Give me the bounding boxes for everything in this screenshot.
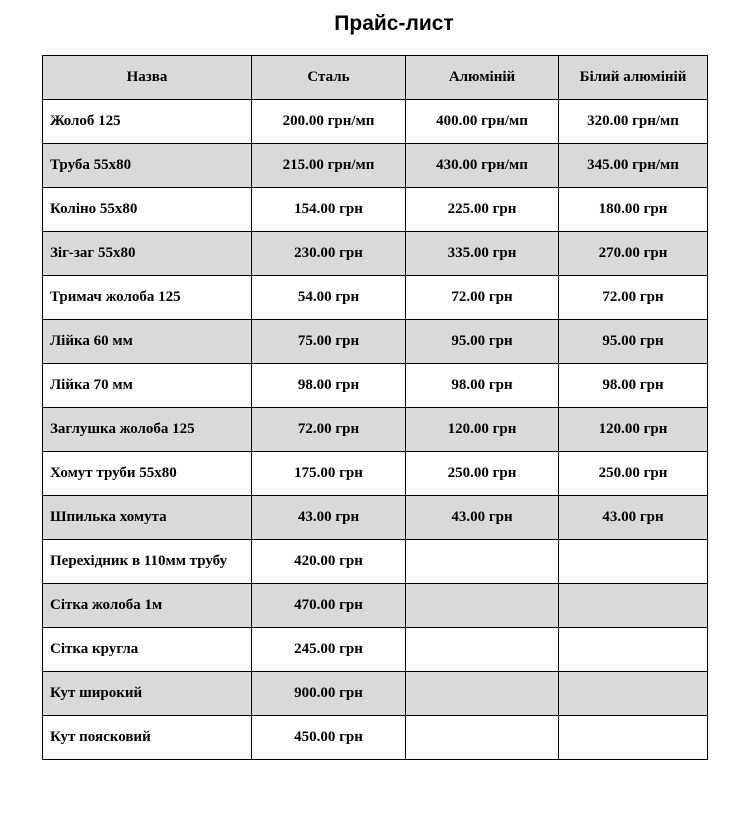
table-row bbox=[43, 672, 708, 716]
cell-white-aluminum bbox=[559, 584, 708, 628]
cell-name: Труба 55х80 bbox=[43, 144, 252, 188]
cell-name: Коліно 55х80 bbox=[43, 188, 252, 232]
table-row bbox=[43, 320, 708, 364]
cell-white-aluminum bbox=[559, 540, 708, 584]
table-row bbox=[43, 364, 708, 408]
cell-steel: 98.00 грн bbox=[252, 364, 406, 408]
cell-name: Зіг-заг 55х80 bbox=[43, 232, 252, 276]
cell-name: Лійка 60 мм bbox=[43, 320, 252, 364]
cell-aluminum bbox=[406, 584, 559, 628]
cell-aluminum bbox=[406, 540, 559, 584]
page-title: Прайс-лист bbox=[334, 12, 454, 35]
cell-aluminum: 430.00 грн/мп bbox=[406, 144, 559, 188]
cell-steel: 900.00 грн bbox=[252, 672, 406, 716]
cell-aluminum: 120.00 грн bbox=[406, 408, 559, 452]
cell-name: Тримач жолоба 125 bbox=[43, 276, 252, 320]
cell-name: Хомут труби 55х80 bbox=[43, 452, 252, 496]
header-aluminum: Алюміній bbox=[406, 56, 559, 100]
cell-white-aluminum: 72.00 грн bbox=[559, 276, 708, 320]
cell-white-aluminum bbox=[559, 716, 708, 760]
price-table bbox=[42, 55, 708, 760]
cell-aluminum bbox=[406, 628, 559, 672]
cell-white-aluminum: 95.00 грн bbox=[559, 320, 708, 364]
cell-steel: 154.00 грн bbox=[252, 188, 406, 232]
cell-aluminum: 72.00 грн bbox=[406, 276, 559, 320]
cell-white-aluminum: 270.00 грн bbox=[559, 232, 708, 276]
table-header-row bbox=[43, 56, 708, 100]
header-white-aluminum: Білий алюміній bbox=[559, 56, 708, 100]
cell-aluminum: 43.00 грн bbox=[406, 496, 559, 540]
cell-steel: 43.00 грн bbox=[252, 496, 406, 540]
cell-white-aluminum: 120.00 грн bbox=[559, 408, 708, 452]
cell-white-aluminum: 320.00 грн/мп bbox=[559, 100, 708, 144]
cell-white-aluminum: 43.00 грн bbox=[559, 496, 708, 540]
cell-steel: 200.00 грн/мп bbox=[252, 100, 406, 144]
cell-name: Шпилька хомута bbox=[43, 496, 252, 540]
cell-aluminum: 335.00 грн bbox=[406, 232, 559, 276]
cell-name: Сітка жолоба 1м bbox=[43, 584, 252, 628]
cell-steel: 175.00 грн bbox=[252, 452, 406, 496]
cell-aluminum bbox=[406, 716, 559, 760]
header-name: Назва bbox=[43, 56, 252, 100]
cell-aluminum: 98.00 грн bbox=[406, 364, 559, 408]
table-row bbox=[43, 496, 708, 540]
cell-name: Сітка кругла bbox=[43, 628, 252, 672]
header-steel: Сталь bbox=[252, 56, 406, 100]
cell-name: Жолоб 125 bbox=[43, 100, 252, 144]
table-row bbox=[43, 584, 708, 628]
table-row bbox=[43, 276, 708, 320]
cell-aluminum: 95.00 грн bbox=[406, 320, 559, 364]
cell-name: Лійка 70 мм bbox=[43, 364, 252, 408]
table-row bbox=[43, 540, 708, 584]
cell-steel: 450.00 грн bbox=[252, 716, 406, 760]
cell-aluminum: 400.00 грн/мп bbox=[406, 100, 559, 144]
cell-white-aluminum: 180.00 грн bbox=[559, 188, 708, 232]
cell-white-aluminum: 98.00 грн bbox=[559, 364, 708, 408]
cell-steel: 54.00 грн bbox=[252, 276, 406, 320]
cell-name: Кут поясковий bbox=[43, 716, 252, 760]
cell-white-aluminum: 250.00 грн bbox=[559, 452, 708, 496]
cell-white-aluminum: 345.00 грн/мп bbox=[559, 144, 708, 188]
cell-aluminum: 225.00 грн bbox=[406, 188, 559, 232]
cell-steel: 72.00 грн bbox=[252, 408, 406, 452]
cell-aluminum: 250.00 грн bbox=[406, 452, 559, 496]
table-row bbox=[43, 716, 708, 760]
table-row bbox=[43, 232, 708, 276]
table-row bbox=[43, 628, 708, 672]
cell-name: Заглушка жолоба 125 bbox=[43, 408, 252, 452]
table-row bbox=[43, 452, 708, 496]
cell-steel: 420.00 грн bbox=[252, 540, 406, 584]
cell-aluminum bbox=[406, 672, 559, 716]
cell-name: Кут широкий bbox=[43, 672, 252, 716]
table-row bbox=[43, 144, 708, 188]
cell-steel: 75.00 грн bbox=[252, 320, 406, 364]
cell-steel: 470.00 грн bbox=[252, 584, 406, 628]
cell-name: Перехідник в 110мм трубу bbox=[43, 540, 252, 584]
table-row bbox=[43, 408, 708, 452]
table-row bbox=[43, 100, 708, 144]
cell-steel: 230.00 грн bbox=[252, 232, 406, 276]
cell-steel: 245.00 грн bbox=[252, 628, 406, 672]
cell-white-aluminum bbox=[559, 628, 708, 672]
table-row bbox=[43, 188, 708, 232]
cell-steel: 215.00 грн/мп bbox=[252, 144, 406, 188]
cell-white-aluminum bbox=[559, 672, 708, 716]
